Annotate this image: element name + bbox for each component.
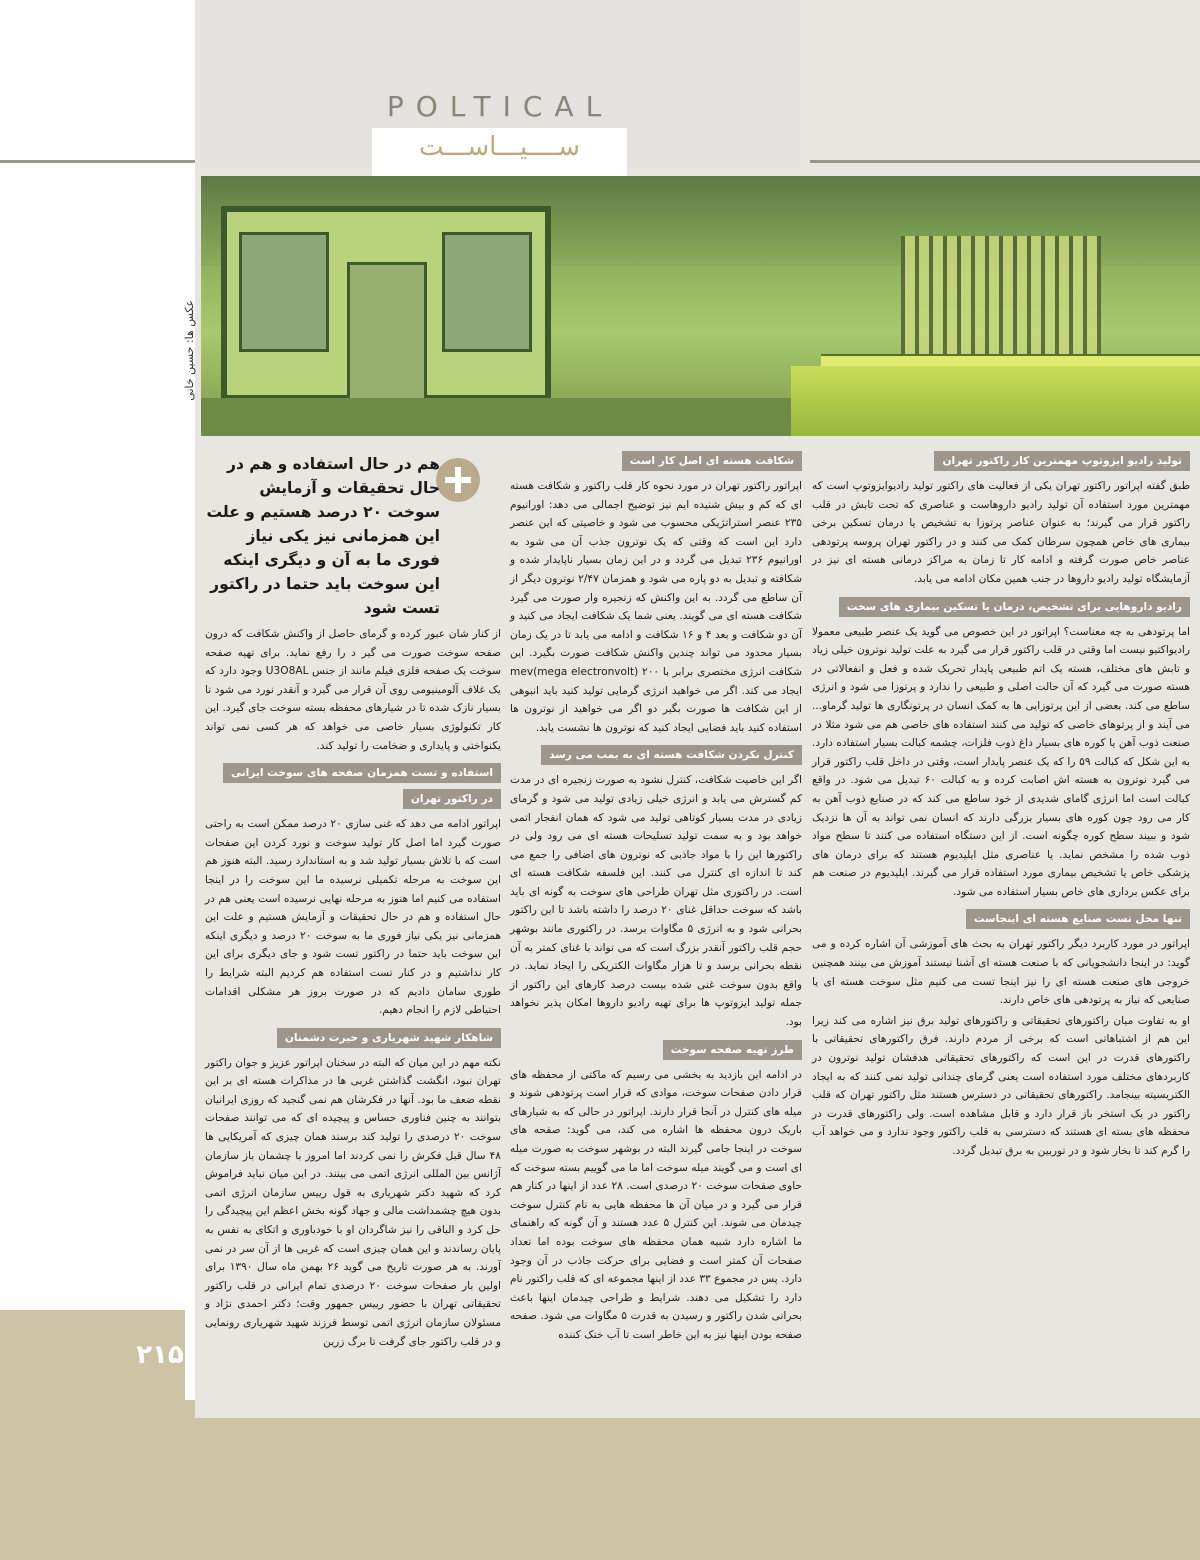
paragraph: نکته مهم در این میان که البته در سخنان اپراتور عزیز و جوان راکتور تهران نبود، انگشت گذاشتن غربی ها در مذاکرات هسته ای بر این نقطه ضعف ما بود. آنها در فکرشان هم نمی گنجید که روزی ایرانیان بتوانند به چنین فناوری حساس و پیچیده ای که می توانند صفحات سوخت ۲۰ درصدی را تولید کند برسند همان چیزی که آمریکایی ها ۴۸ سال قبل فکرش را نمی کردند اما امروز با چشمان باز سازمان آژانس بین المللی انرژی اتمی می بینند. در این میان نباید فراموش کرد که شهید دکتر شهریاری به قول رییس سازمان انرژی اتمی بدون هیچ چشمداشت مالی و جهاد گونه بخش اعظم این پیچیدگی را حل کرد و الباقی را نیز شاگردان او با خودباوری و اتکای به نفس به پایان رساندند و این همان چیزی است که غربی ها از آن سر در نمی آورند. به هر صورت تاریخ می گوید ۲۶ بهمن ماه سال ۱۳۹۰ برای اولین بار صفحات سوخت ۲۰ درصدی تمام ایرانی در قلب راکتور تحقیقاتی تهران با حضور رییس جمهور وقت؛ دکتر احمدی نژاد و مسئولان سازمان انرژی اتمی توسط فرزند شهید شهریاری رونمایی و در قلب راکتور جای گرفت تا برگ زرین bbox=[205, 1056, 501, 1348]
article-column-right bbox=[812, 445, 1190, 1163]
article-column-left bbox=[205, 625, 501, 1353]
subheading: کنترل نکردن شکافت هسته ای به بمب می رسد bbox=[541, 745, 802, 765]
photo-booth-window bbox=[239, 232, 329, 352]
paragraph: اپراتور در مورد کاربرد دیگر راکتور تهران به بحث های آموزشی آن اشاره کرده و می گوید: در اینجا دانشجویانی که با صنعت هسته ای آشنا نیستند آموزش می بینند همچنین خروجی های صنعت هسته ای را نیز اینجا تست می کنیم مثل سوخت هسته ای یا صنایعی که نیاز به پرتودهی های خاص دارند. bbox=[812, 938, 1190, 1007]
paragraph: اپراتور راکتور تهران در مورد نحوه کار قلب راکتور و شکافت هسته ای که کم و بیش شنیده ایم نیز توضیح اجمالی می دهد: اورانیوم ۲۳۵ عنصر استراتژیکی محسوب می شود و خاصیتی که این عنصر دارد این است که وقتی که یک نوترون جذب آن می شود به اورانیوم ۲۳۶ تبدیل می گردد و در این زمان بسیار ناپایدار شده و شکافته و تبدیل به دو پاره می شود و همزمان ۲/۴۷ نوترون دیگر از آن ساطع می گردد. به این واکنش که زنجیره وار صورت می گیرد شکافت هسته ای می گویند. یعنی شما یک شکافت ایجاد می کنید و آن دو شکافت و بعد ۴ و ۱۶ شکافت و ادامه می یابد تا در یک زمان بسیار محدود می تواند چندین واکنش شکافت صورت بگیرد. این شکافت انرژی مختصری برابر با ۲۰۰ mev(mega electronvolt) ایجاد می کند. اگر می خواهید انرژی گرمایی تولید کنید باید انبوهی از این شکافت ها صورت بگیر دو اگر می خواهید از نوترون ها استفاده کنید باید فضایی ایجاد کنید که نوترون ها نشست یابد. bbox=[510, 480, 803, 734]
subheading: تنها محل تست صنایع هسته ای اینجاست bbox=[966, 909, 1190, 929]
header-rule-left bbox=[0, 160, 195, 163]
section-title-en: POLTICAL bbox=[386, 90, 614, 123]
photo-booth-window bbox=[442, 232, 532, 352]
subheading: در راکتور تهران bbox=[403, 789, 501, 809]
pull-quote: هم در حال استفاده و هم در حال تحقیقات و آزمایش سوخت ۲۰ درصد هستیم و علت این همزمانی نیز یکی نیاز فوری ما به آن و دیگری اینکه این سوخت باید حتما در راکتور تست شود bbox=[206, 455, 440, 617]
paragraph: در ادامه این بازدید به بخشی می رسیم که ماکتی از محفظه های قرار دادن صفحات سوخت، موادی که قرار است پرتودهی شوند و میله های کنترل در آنجا قرار دارند. اپراتور در حالی که به شیارهای باریک درون محفظه ها اشاره می کند، می گوید: صفحه های سوخت در اینجا جامی گیرند البته در بوشهر سوخت به صورت میله ای است و می گویند میله سوخت اما ما می گوییم بسته سوخت که حاوی صفحات سوخت ۲۰ درصدی است. ۲۸ عدد از اینها در کنار هم قرار می گیرد و در میان آن ها محفظه هایی به نام کنترل سوخت چیدمان می شوند. این کنترل ۵ عدد هستند و آن گونه که راهنمای ما اشاره دارد شبیه همان محفظه های سوخت بوده اما تعداد صفحات آن کمتر است و فضایی برای حرکت جاذب در آن وجود دارد. پس در مجموع ۳۳ عدد از اینها مجموعه ای که قلب راکتور نام دارد را تشکیل می دهند. شرایط و طراحی چیدمان اینها باعث بحرانی شدن راکتور و رسیدن به قدرت ۵ مگاوات می شود. صفحه صفحه بودن اینها نیز به این خاطر است تا آب خنک کننده bbox=[510, 1068, 802, 1341]
plus-icon bbox=[436, 458, 480, 502]
paragraph: اما پرتودهی به چه معناست؟ اپراتور در این خصوص می گوید یک عنصر طبیعی معمولا رادیواکتیو نیست اما وقتی در قلب راکتور قرار می گیرد به علت تولید نوترون خیلی زیاد و تابش های مختلف، هسته یک اتم طبیعی پایدار تحریک شده و فعل و انفعالاتی در هسته صورت می گیرد که آن حالت اصلی و طبیعی را ندارد و پرتوزا می شود و انرژی ساطع می کند. بعضی از این پرتوزایی ها به کمک انسان در پرتونگاری ها تولید گرماو... می آیند و از پرتوهای خاصی که تولید می کنند استفاده های خاصی هم می شود مثلا در صنعت ذوب آهن یا کوره های بسیار داغ ذوب فلزات، چشمه کبالت بسیار استفاده دارد. به این شکل که کبالت ۵۹ را که یک عنصر پایدار است، وقتی در داخل قلب راکتور قرار می گیرد نوترون به هسته اش اصابت کرده و به کبالت ۶۰ تبدیل می شود. در واقع کبالت است اما انرژی گامای شدیدی از خود ساطع می کند که در صنایع ذوب آهن به کار می رود چون کوره های بسیار بزرگی دارند که انسان نمی تواند به آن ها نزدیک شود و ببیند سطح کوره چگونه است. از این دستگاه استفاده می کنند تا سطح مواد ذوب شده را مشخص نماید. یا عناصری مثل ایلیدیوم هستند که برای درمان های پزشکی خاص یا تشخیص بیماری مورد استفاده قرار می گیرند. ایلیدیوم در صنعت هم برای عکس برداری های خاص بسیار استفاده می شود. bbox=[812, 625, 1190, 898]
header-rule-right bbox=[810, 160, 1200, 163]
paragraph: از کنار شان عبور کرده و گرمای حاصل از واکنش شکافت که درون صفحه سوخت صورت می گیر د را رفع نماید. برای تهیه صفحه سوخت یک صفحه فلزی فیلم مانند از جنس U3O8AL وجود دارد که یک غلاف آلومینیومی روی آن قرار می گیرد و آنقدر نورد می شود تا بسیار نازک شده تا در شیارهای محفظه بسته سوخت جای گیرد. این کار تکنولوژی بسیار خاصی می خواهد که هر کسی نمی تواند یکنواختی و پایداری و ضخامت را تولید کند. bbox=[205, 628, 501, 752]
photo-reactor-pool bbox=[791, 366, 1200, 436]
paragraph: اپراتور ادامه می دهد که غنی سازی ۲۰ درصد ممکن است به راحتی صورت گیرد اما اصل کار تولید سوخت و نورد کردن این صفحات است که با تلاش بسیار تولید شد و به استاندارد رسید. البته هنوز هم این سوخت به مرحله تکمیلی نرسیده ما این سوخت را در اینجا استفاده می کنیم اما هنوز به مرحله نهایی نرسیده است یعنی هم در حال استفاده و هم در حال تحقیقات و آزمایش هستیم و علت این همزمانی نیز یکی نیاز فوری ما به سوخت ۲۰ درصد و دیگری اینکه این سوخت باید حتما در راکتور تست شود و جای دیگری برای این کار نداشتیم و در کنار تست استفاده هم کردیم البته شرایط را طوری سامان دادیم که در صورت بروز هر مشکلی اقدامات احتیاطی لازم را انجام دهیم. bbox=[205, 818, 501, 1017]
subheading: طرز تهیه صفحه سوخت bbox=[663, 1040, 802, 1060]
photo-booth-door bbox=[347, 262, 427, 402]
paragraph: طبق گفته اپراتور راکتور تهران یکی از فعالیت های راکتور تولید رادیوایزوتوپ است که مهمترین مورد استفاده آن تولید رادیو داروهاست و عناصری که تحت تابش در قلب راکتور قرار می گیرند؛ به عنوان عناصر پرتوزا به تشخیص یا درمان تسکین برخی بیماری های خاص همچون سرطان کمک می کنند و در راکتور تهران پروسه پرتودهی عناصر خاص صورت گرفته و ادامه کار تا زمان به مراکز درمانی هسته ای نیز در آزمایشگاه تولید رادیو داروها در جنب همین مکان ادامه می یابد. bbox=[812, 480, 1190, 585]
page-footer-band bbox=[0, 1400, 1200, 1560]
subheading: شکافت هسته ای اصل کار است bbox=[622, 451, 802, 471]
subheading: استفاده و تست همزمان صفحه های سوخت ایرانی bbox=[223, 763, 501, 783]
subheading: تولید رادیو ایزوتوپ مهمترین کار راکتور تهران bbox=[934, 451, 1190, 471]
section-title-fa: ســــیـــاســـت bbox=[418, 132, 581, 162]
paragraph: او به تفاوت میان راکتورهای تحقیقاتی و راکتورهای تولید برق نیز اشاره می کند زیرا این هم از اشتباهاتی است که برخی از مردم دارند. فرق راکتورهای تحقیقاتی با راکتورهای قدرت در این است که راکتورهای تحقیقاتی هدفشان تولید نوترون در کاربردهای مختلف مورد استفاده است یعنی گرمای چندانی تولید نمی کنند که به ایجاد الکتریسیته بینجامد. راکتورهای تحقیقاتی در دسترس هستند مثل راکتور تهران که قلب راکتور در یک استخر باز قرار دارد و قابل مشاهده است. ولی راکتورهای قدرت در محفظه های بسته ای هستند که دسترسی به قلب راکتور وجود ندارد و می خواهد آب را گرم کند تا بخار شود و در توربین به برق تبدیل گردد. bbox=[812, 1014, 1190, 1157]
subheading: رادیو داروهایی برای تشخیص، درمان یا تسکین بیماری های سخت bbox=[839, 597, 1190, 617]
reactor-hall-photo bbox=[201, 176, 1200, 436]
page-number: ۲۱۵ bbox=[136, 1340, 184, 1370]
photo-reactor-machinery bbox=[901, 236, 1101, 371]
page-margin-left bbox=[0, 0, 185, 1400]
paragraph: اگر این خاصیت شکافت، کنترل نشود به صورت زنجیره ای در مدت کم گسترش می یابد و انرژی خیلی زیادی تولید می شود و گرمای زیادی در مدت بسیار کوتاهی تولید می شود که همان انفجار اتمی خواهد بود و به سمت تولید تسلیحات هسته ای می رود ولی در راکتورها این را با مواد جاذبی که نوترون های اضافی را جمع می کند تا اندازه ای کنترل می کنند. این فلسفه شکافت هسته ای است. در راکتوری مثل تهران طراحی های سوخت به گونه ای باید باشد که سوخت حداقل غنای ۲۰ درصد را داشته باشد تا این راکتور بحرانی شود و به انرژی ۵ مگاوات برسد. در راکتوری مانند بوشهر حجم قلب راکتور آنقدر بزرگ است که می تواند با غنای کمتر به آن نقطه بحرانی برسد و تا هزار مگاوات الکتریکی را ایجاد نماید. در واقع بدون سوخت غنی شده بیست درصد کارهای این راکتور از جمله تولید ایزوتوپ ها برای تهیه رادیو داروها امکان پذیر نخواهد بود. bbox=[510, 774, 802, 1029]
photo-credit: عکس ها: حسین خانی bbox=[183, 300, 196, 401]
subheading: شاهکار شهید شهریاری و حیرت دشمنان bbox=[277, 1028, 501, 1048]
article-column-middle bbox=[510, 445, 802, 1347]
photo-control-booth bbox=[221, 206, 551, 401]
